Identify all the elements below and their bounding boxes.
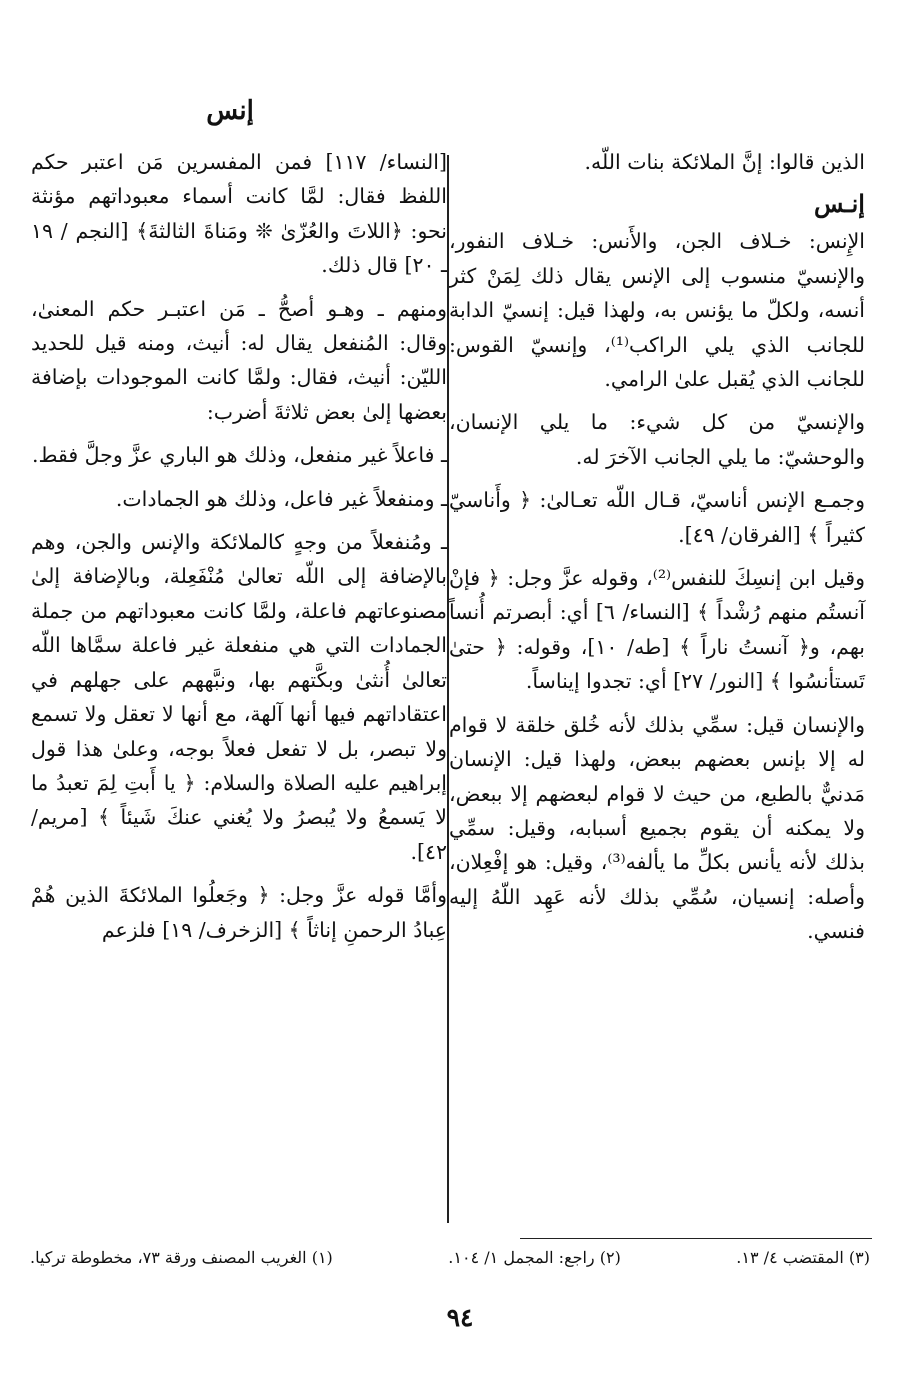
paragraph: والإنسان قيل: سمِّي بذلك لأنه خُلق خلقة لا قوام له إلا بإنس بعضهم ببعض، ولهذا قيل: الإنسان مَدنيٌّ بالطبع، من حيث لا قوام لبعضهم إلا ببعض، ولا يمكنه أن يقوم بجميع أسبابه، وقيل: سمِّي بذلك لأنه يأنس بكلِّ ما يألفه⁽³⁾، وقيل: هو إفْعِلان، وأصله: إنسيان، سُمِّي بذلك لأنه عَهِد اللّهُ إليه فنسي. xyxy=(448,712,865,944)
text-columns xyxy=(20,145,876,1225)
paragraph: [النساء/ ١١٧] فمن المفسرين مَن اعتبر حكم اللفظ فقال: لمَّا كانت أسماء معبوداتهم مؤنثة نحو: ﴿اللاتَ والعُزّىٰ ❊ ومَناةَ الثالثةَ﴾ [النجم / ١٩ ـ ٢٠] قال ذلك. xyxy=(31,150,447,278)
right-column xyxy=(20,145,447,1225)
paragraph: الذين قالوا: إنَّ الملائكة بنات اللّه. xyxy=(584,150,865,174)
paragraph: والإنسيّ من كل شيء: ما يلي الإنسان، والوحشيّ: ما يلي الجانب الآخرَ له. xyxy=(448,410,865,469)
footnote: (١) الغريب المصنف ورقة ٧٣، مخطوطة تركيا. xyxy=(30,1248,333,1267)
column-divider xyxy=(447,155,449,1223)
list-item: ـ ومُنفعلاً من وجهٍ كالملائكة والإنس والجن، وهم بالإضافة إلى اللّه تعالىٰ مُنْفَعِلة، وبالإضافة إلىٰ مصنوعاتهم فاعلة، ولمَّا كانت معبوداتهم من جملة الجمادات التي هي منفعلة غير فاعلة سمَّاها اللّه تعالىٰ أُنثىٰ وبكَّتهم بها، ونبَّههم على جهلهم في اعتقاداتهم فيها أنها آلهة، مع أنها لا تعقل ولا تسمع ولا تبصر، بل لا تفعل فعلاً بوجه، وعلىٰ هذا قول إبراهيم عليه الصلاة والسلام: ﴿ يا أَبتِ لِمَ تعبدُ ما لا يَسمعُ ولا يُبصرُ ولا يُغني عنكَ شَيئاً ﴾ [مريم/ ٤٢]. xyxy=(31,530,447,864)
footnote: (٢) راجع: المجمل ١/ ١٠٤. xyxy=(448,1248,621,1267)
list-item: ـ ومنفعلاً غير فاعل، وذلك هو الجمادات. xyxy=(115,486,447,511)
paragraph: ومنهم ـ وهـو أصحُّ ـ مَن اعتبـر حكم المعنىٰ، وقال: المُنفعل يقال له: أنيث، ومنه قيل للحديد الليّن: أنيث، فقال: ولمَّا كانت الموجودات بإضافة بعضها إلىٰ بعض ثلاثةَ أضرب: xyxy=(31,296,447,424)
running-title: إنس xyxy=(206,96,254,126)
paragraph: وجمـع الإنس أناسيّ، قـال اللّه تعـالىٰ: ﴿ وأَناسيّ كثيراً ﴾ [الفرقان/ ٤٩]. xyxy=(448,488,865,547)
paragraph: وقيل ابن إنسِكَ للنفس⁽²⁾، وقوله عزَّ وجل: ﴿ فإنْ آنستُم منهم رُشْداً ﴾ [النساء/ ٦] أي: أبصرتم أُنساً بهم، و﴿ آنستُ ناراً ﴾ [طه/ ١٠]، وقوله: ﴿ حتىٰ تَستأنسُوا ﴾ [النور/ ٢٧] أي: تجدوا إيناساً. xyxy=(448,566,865,694)
left-column xyxy=(449,145,876,1225)
footnotes xyxy=(30,1246,870,1270)
footnote-rule xyxy=(520,1238,872,1239)
paragraph: الإِنس: خـلاف الجن، والأَنس: خـلاف النفور، والإنسيّ منسوب إلى الإنس يقال ذلك لِمَنْ كثر أنسه، ولكلّ ما يؤنس به، ولهذا قيل: إنسيّ الدابة للجانب الذي يلي الراكب⁽¹⁾، وإنسيّ القوس: للجانب الذي يُقبل علىٰ الرامي. xyxy=(448,229,865,392)
list-item: ـ فاعلاً غير منفعل، وذلك هو الباري عزَّ وجلَّ فقط. xyxy=(31,443,447,468)
footnote: (٣) المقتضب ٤/ ١٣. xyxy=(736,1248,870,1267)
page-number: ٩٤ xyxy=(446,1303,474,1332)
entry-heading: إنـس xyxy=(814,189,865,219)
paragraph: وأمَّا قوله عزَّ وجل: ﴿ وجَعلُوا الملائكةَ الذين هُمْ عِبادُ الرحمنِ إناثاً ﴾ [الزخرف/ ١٩] فلزعم xyxy=(31,883,447,942)
